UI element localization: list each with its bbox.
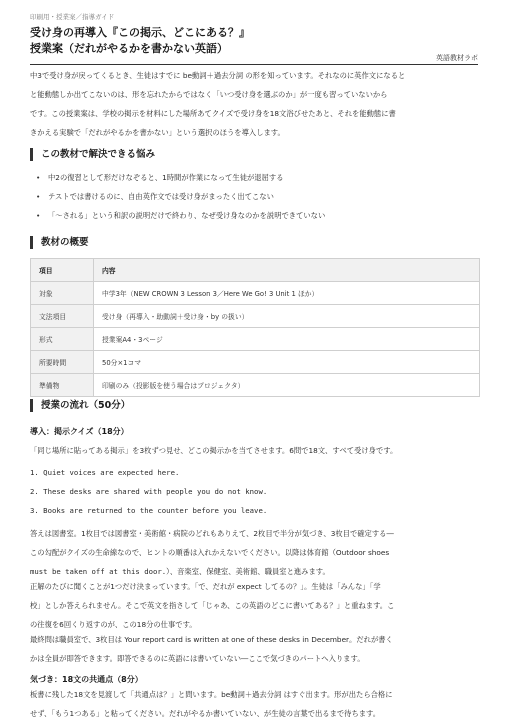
table-cell-value: 中学3年（NEW CROWN 3 Lesson 3／Here We Go! 3 Unit 1 ほか） bbox=[94, 282, 480, 305]
list-item: • 「～される」という和訳の説明だけで終わり、なぜ受け身なのかを説明できていない bbox=[30, 206, 325, 225]
table-header-row bbox=[31, 259, 480, 282]
table-cell-value: 印刷のみ（投影版を使う場合はプロジェクタ） bbox=[94, 374, 480, 397]
header-divider bbox=[30, 64, 478, 65]
answer-paragraph bbox=[30, 524, 480, 581]
table-row bbox=[31, 351, 480, 374]
section-heading-problems: この教材で解決できる悩み bbox=[30, 148, 155, 161]
final-question-paragraph bbox=[30, 630, 480, 668]
list-item: • テストでは書けるのに、自由英作文では受け身がまったく出てこない bbox=[30, 187, 325, 206]
text-line: 板書に残した18文を見渡して「共通点は？」と問います。be動詞＋過去分詞 はすぐ出ます。形が出たら合格に bbox=[30, 690, 393, 699]
list-item: • 中2の復習として形だけなぞると、1時間が作業になって生徒が退屈する bbox=[30, 168, 325, 187]
table-cell-value: 50分×1コマ bbox=[94, 351, 480, 374]
text-line: must be taken off at this door.）、音楽室、保健室、美術館、職員室と進みます。 bbox=[30, 567, 330, 576]
intro-line: と能動態しか出てこないのは、形を忘れたからではなく「いつ受け身を選ぶのか」が一度も習っていないから bbox=[30, 90, 388, 99]
table-cell-key: 形式 bbox=[31, 328, 94, 351]
brand-label: 英語教材ラボ bbox=[436, 54, 478, 62]
table-cell-value: 授業案A4・3ページ bbox=[94, 328, 480, 351]
subheading-noticing: 気づき：18文の共通点（8分） bbox=[30, 675, 143, 684]
text-line: 正解のたびに聞くことが1つだけ決まっています。「で、だれが expect してるの？」。生徒は「みんな」「学 bbox=[30, 582, 381, 591]
table-row bbox=[31, 305, 480, 328]
table-cell-key: 準備物 bbox=[31, 374, 94, 397]
table-row bbox=[31, 374, 480, 397]
page-subtitle: 授業案（だれがやるかを書かない英語） bbox=[30, 42, 228, 55]
example-sentence: 2. These desks are shared with people you do not know. bbox=[30, 487, 268, 496]
subheading-intro-quiz: 導入：掲示クイズ（18分） bbox=[30, 427, 129, 436]
breadcrumb: 印刷用・授業案／指導ガイド bbox=[30, 13, 115, 21]
table-cell-value: 受け身（再導入・助動詞＋受け身・by の扱い） bbox=[94, 305, 480, 328]
text-line: 校」としか答えられません。そこで英文を指さして「じゃあ、この英語のどこに書いてある？」と重ねます。こ bbox=[30, 601, 395, 610]
intro-paragraph bbox=[30, 66, 480, 142]
example-sentence: 3. Books are returned to the counter before you leave. bbox=[30, 506, 268, 515]
text-line: 答えは図書室。1枚目では図書室・美術館・病院のどれもありえて、2枚目で半分が気づき、3枚目で確定する― bbox=[30, 529, 394, 538]
intro-line: きかえる実験で「だれがやるかを書かない」という選択のほうを導入します。 bbox=[30, 128, 285, 137]
example-sentence: 1. Quiet voices are expected here. bbox=[30, 468, 180, 477]
page-title: 受け身の再導入『この掲示、どこにある？』 bbox=[30, 26, 250, 39]
text-line: の往復を6回くり返すのが、この18分の仕事です。 bbox=[30, 620, 197, 629]
problem-list bbox=[30, 168, 325, 225]
table-header-item: 項目 bbox=[31, 259, 94, 282]
intro-line: です。この授業案は、学校の掲示を材料にした場所あてクイズで受け身を18文浴びせたあと、それを能動態に書 bbox=[30, 109, 396, 118]
table-cell-key: 所要時間 bbox=[31, 351, 94, 374]
noticing-paragraph bbox=[30, 685, 480, 723]
table-cell-key: 文法項目 bbox=[31, 305, 94, 328]
table-header-content: 内容 bbox=[94, 259, 480, 282]
text-line: せず、「もう1つある」と粘ってください。だれがやるか書いていない、が生徒の言葉で出るまで待ちます。 bbox=[30, 709, 381, 718]
text-line: 最終問は職員室で、3枚目は Your report card is written at one of these desks in December。だれが書く bbox=[30, 635, 393, 644]
text-line: この勾配がクイズの生命線なので、ヒントの順番は入れかえないでください。以降は体育館（Outdoor shoes bbox=[30, 548, 390, 557]
intro-quiz-text: 「同じ場所に貼ってある掲示」を3枚ずつ見せ、どこの掲示かを当てさせます。6問で18文、すべて受け身です。 bbox=[30, 446, 398, 455]
table-row bbox=[31, 328, 480, 351]
table-row bbox=[31, 282, 480, 305]
overview-table bbox=[30, 258, 480, 397]
correct-answer-paragraph bbox=[30, 577, 480, 634]
section-heading-overview: 教材の概要 bbox=[30, 236, 89, 249]
intro-line: 中3で受け身が戻ってくるとき、生徒はすでに be動詞＋過去分詞 の形を知っています。それなのに英作文になると bbox=[30, 71, 406, 80]
text-line: かは全員が即答できます。即答できるのに英語には書いていない―ここで気づきのパートへ入ります。 bbox=[30, 654, 365, 663]
table-cell-key: 対象 bbox=[31, 282, 94, 305]
section-heading-flow: 授業の流れ（50分） bbox=[30, 399, 130, 412]
